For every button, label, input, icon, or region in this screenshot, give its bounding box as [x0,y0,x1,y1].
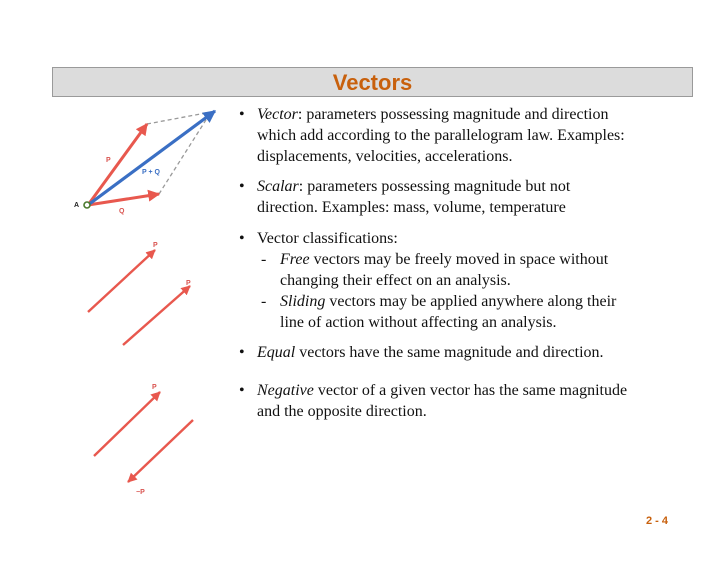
term-vector: Vector [257,106,298,123]
sub-line: changing their effect on an analysis. [280,272,511,289]
title-bar [52,67,693,97]
bullet-vector [239,104,709,167]
sub-line [280,291,709,312]
sliding-p-label-1: P [153,242,158,249]
bullet-line [257,342,709,363]
page-number: 2 - 4 [646,515,669,527]
sub-text: vectors may be applied anywhere along their [325,293,617,310]
point-a-label: A [74,202,80,209]
sub-dash: - [261,293,267,310]
vector-figures [60,100,230,510]
bullet-text: : parameters possessing magnitude but not [298,178,571,195]
bullet-text: vectors have the same magnitude and direction. [295,344,604,361]
bullet-scalar [239,176,709,218]
vector-p-label: P [106,157,111,164]
bullet-dot: • [239,178,245,195]
sub-dash: - [261,251,267,268]
bullet-line [257,380,709,401]
subitem-free [239,249,709,291]
bullet-line: Vector classifications: [257,230,398,247]
term-equal: Equal [257,344,296,361]
bullet-line: which add according to the parallelogram law. Examples: [257,127,625,144]
vector-q-label: Q [119,208,125,215]
sub-line [280,249,709,270]
bullet-equal [239,342,709,363]
slide-title: Vectors [332,70,413,95]
dashed-edge-right [159,112,211,194]
bullet-dot: • [239,230,245,247]
vector-p-arrow [88,124,147,205]
parallelogram-figure [74,111,215,215]
bullet-line: and the opposite direction. [257,403,427,420]
term-sliding: Sliding [280,293,326,310]
positive-p-arrow [94,392,160,456]
sliding-arrow-2 [123,286,190,345]
bullet-line [257,104,709,125]
subitem-sliding [239,291,709,333]
term-scalar: Scalar [257,178,299,195]
sliding-vectors-figure [88,242,191,345]
point-a-marker [84,202,90,208]
bullet-dot: • [239,106,245,123]
bullet-classifications [239,228,709,249]
bullet-line: displacements, velocities, accelerations. [257,148,513,165]
term-negative: Negative [257,382,314,399]
negative-p-label: −P [136,489,145,496]
bullet-text: vector of a given vector has the same magnitude [313,382,628,399]
term-free: Free [280,251,310,268]
sliding-p-label-2: P [186,280,191,287]
bullet-list [239,104,709,422]
bullet-line: direction. Examples: mass, volume, temperature [257,199,566,216]
negative-p-arrow [128,420,193,482]
positive-p-label: P [152,384,157,391]
bullet-line [257,176,709,197]
bullet-text: : parameters possessing magnitude and direction [297,106,609,123]
vector-sum-label: P + Q [142,169,160,176]
sliding-arrow-1 [88,250,155,312]
sub-line: line of action without affecting an analysis. [280,314,557,331]
bullet-dot: • [239,344,245,361]
bullet-negative [239,380,709,422]
sub-text: vectors may be freely moved in space without [309,251,609,268]
bullet-dot: • [239,382,245,399]
negative-vector-figure [94,384,193,496]
